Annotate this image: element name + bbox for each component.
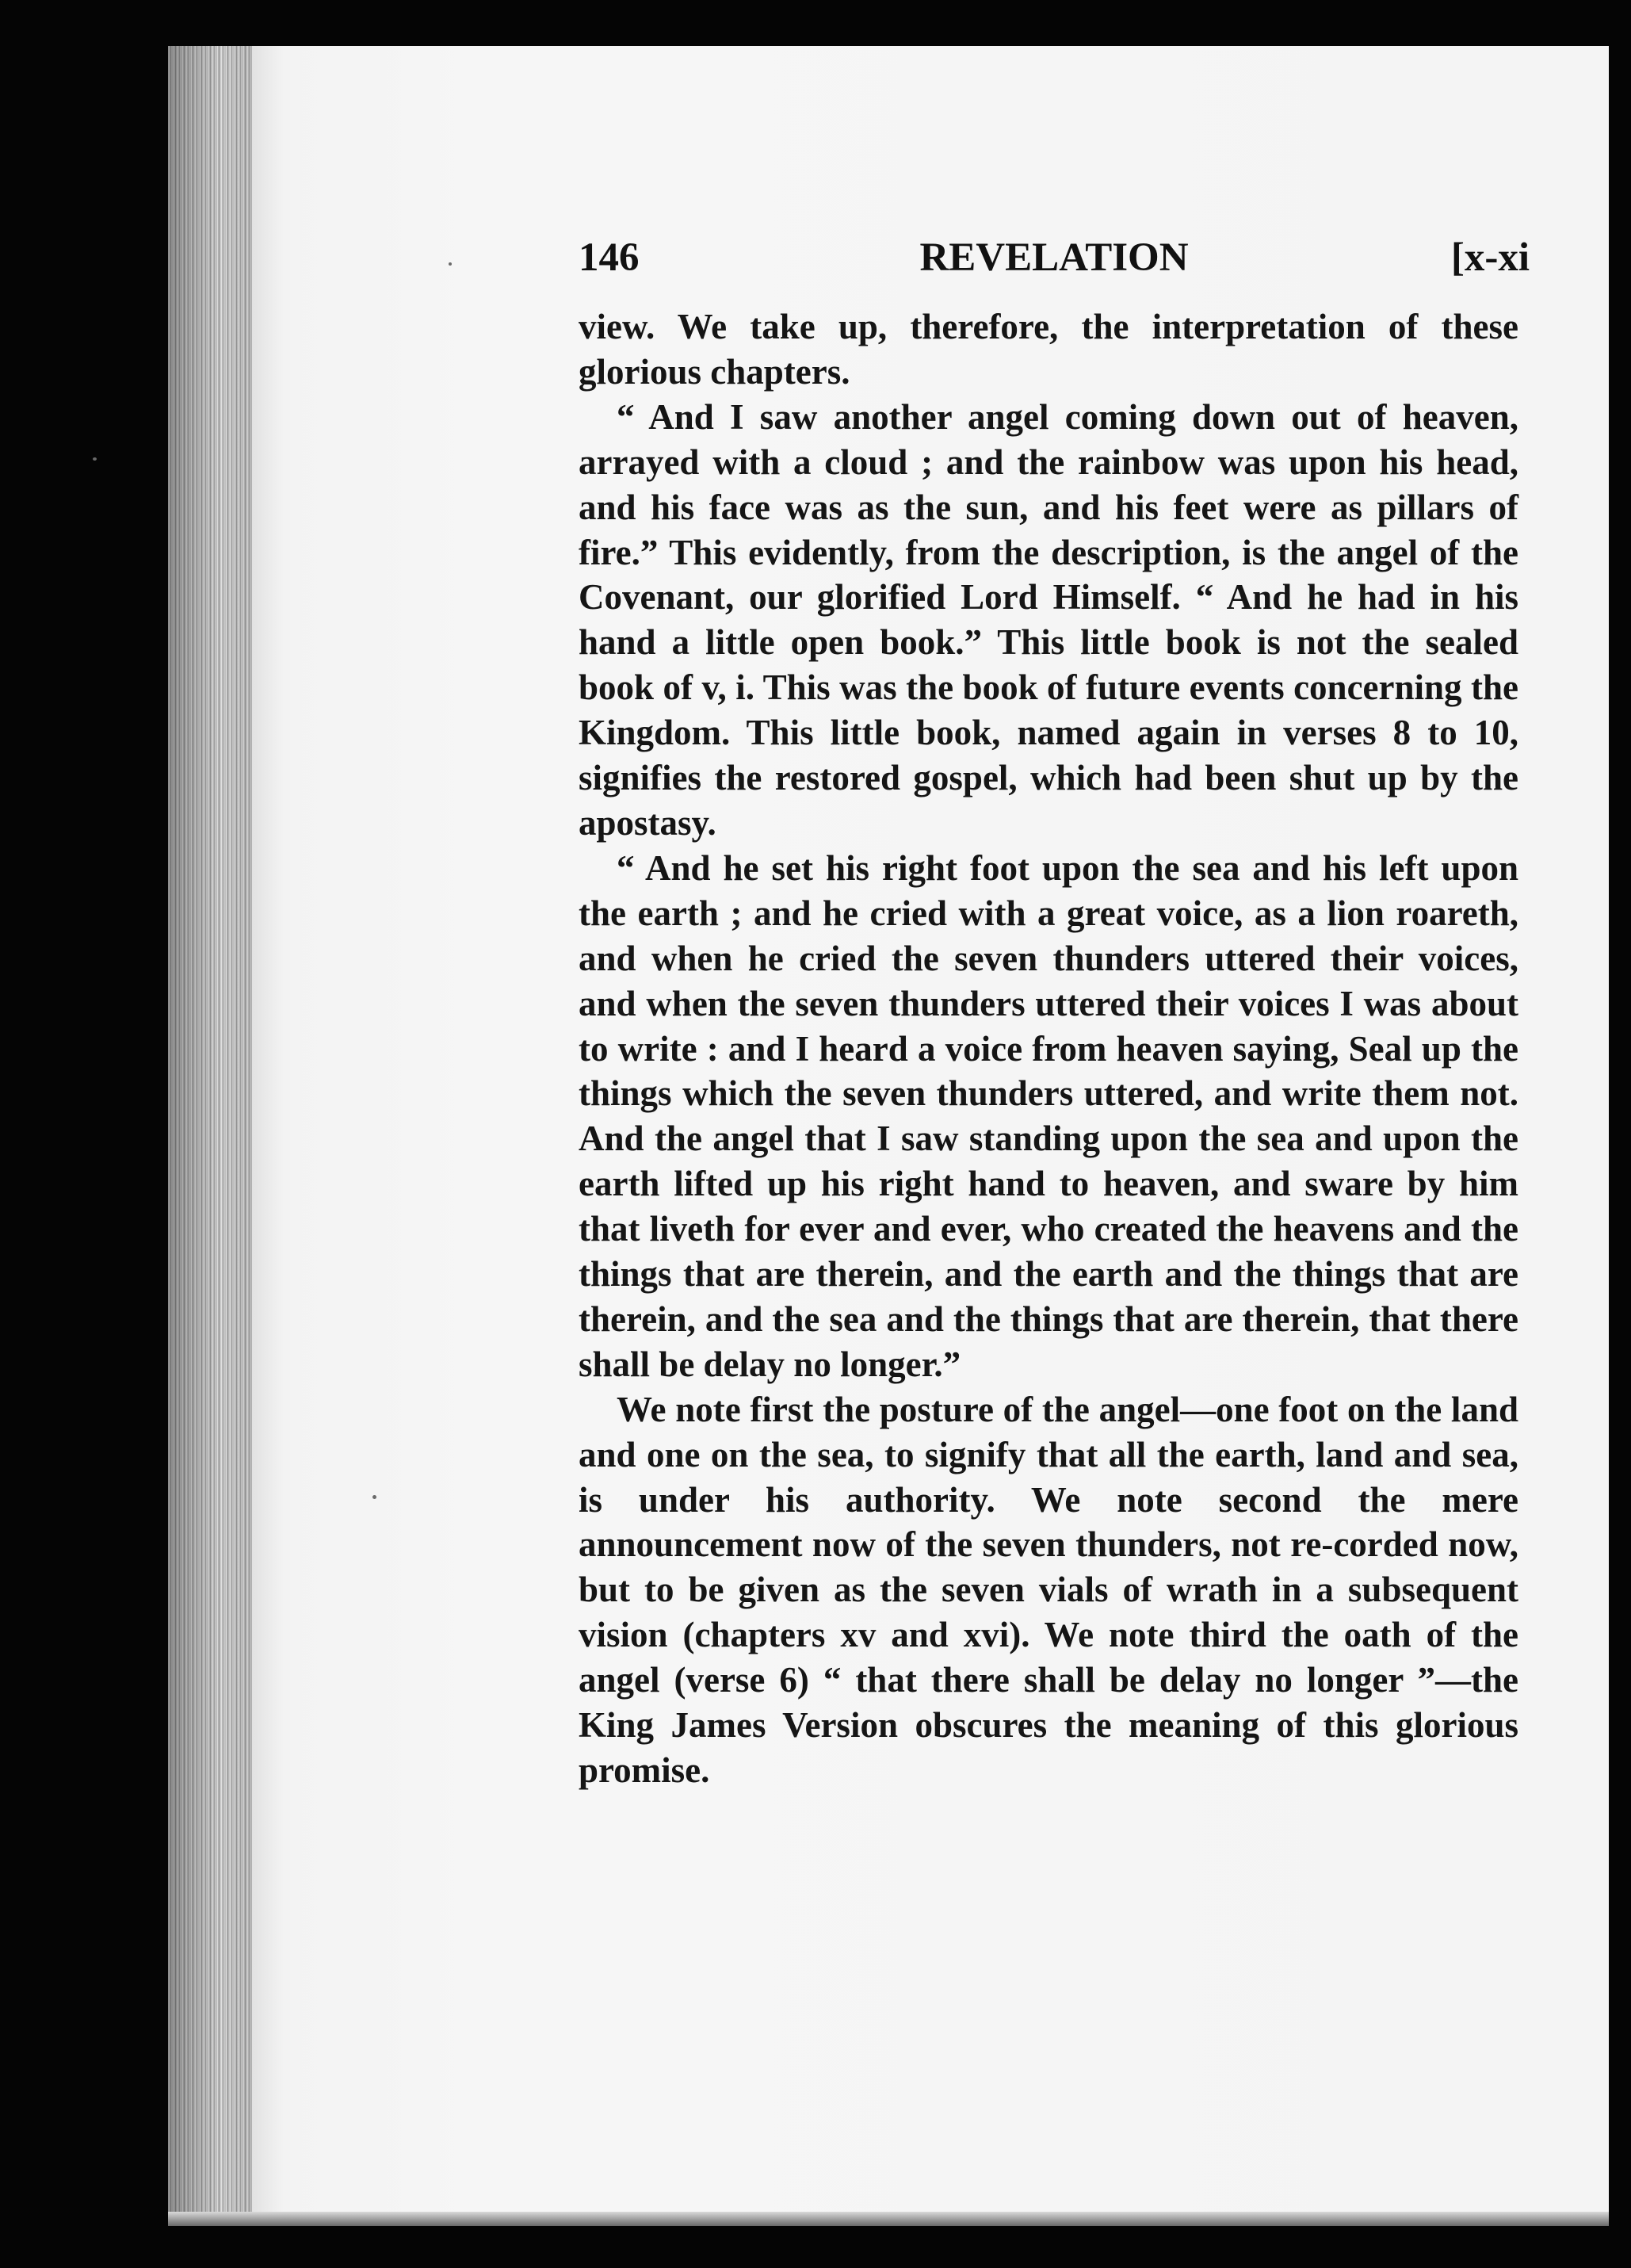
paragraph: “ And I saw another angel coming down out of heaven, arrayed with a cloud ; and the rainbow was upon his head, and his face was as the sun, and his feet were as pillars of fire.” This evidently, from the description, is the angel of the Covenant, our glorified Lord Himself. “ And he had in his hand a little open book.” This little book is not the sealed book of v, i. This was the book of future events concerning the Kingdom. This little book, named again in verses 8 to 10, signifies the restored gospel, which had been shut up by the apostasy. [579,396,1518,843]
paragraph: We note first the posture of the angel—one foot on the land and one on the sea, to signify that all the earth, land and sea, is under his authority. We note second the mere announcement now of the seven thunders, not re-corded now, but to be given as the seven vials of wrath in a subsequent vision (chapters xv and xvi). We note third the oath of the angel (verse 6) “ that there shall be delay no longer ”—the King James Version obscures the meaning of this glorious promise. [579,1389,1518,1790]
scan-speck [449,262,452,266]
page-stack-shadow [168,46,257,2226]
page-bottom-edge [168,2212,1609,2226]
paragraph: view. We take up, therefore, the interpretation of these glorious chapters. [579,307,1518,392]
page-number: 146 [579,235,640,280]
running-title: REVELATION [919,235,1189,280]
scan-speck [372,1495,376,1499]
scan-speck [93,457,97,461]
running-header [579,235,1530,290]
chapter-reference: [x-xi [1450,235,1530,280]
paragraph: “ And he set his right foot upon the sea and his left upon the earth ; and he cried with a great voice, as a lion roareth, and when he cried the seven thunders uttered their voices, and when the seven thunders uttered their voices I was about to write : and I heard a voice from heaven saying, Seal up the things which the seven thunders uttered, and write them not. And the angel that I saw standing upon the sea and upon the earth lifted up his right hand to heaven, and sware by him that liveth for ever and ever, who created the heavens and the things that are therein, and the earth and the things that are therein, and the sea and the things that are therein, that there shall be delay no longer.” [579,847,1518,1384]
body-text [579,304,1518,1793]
